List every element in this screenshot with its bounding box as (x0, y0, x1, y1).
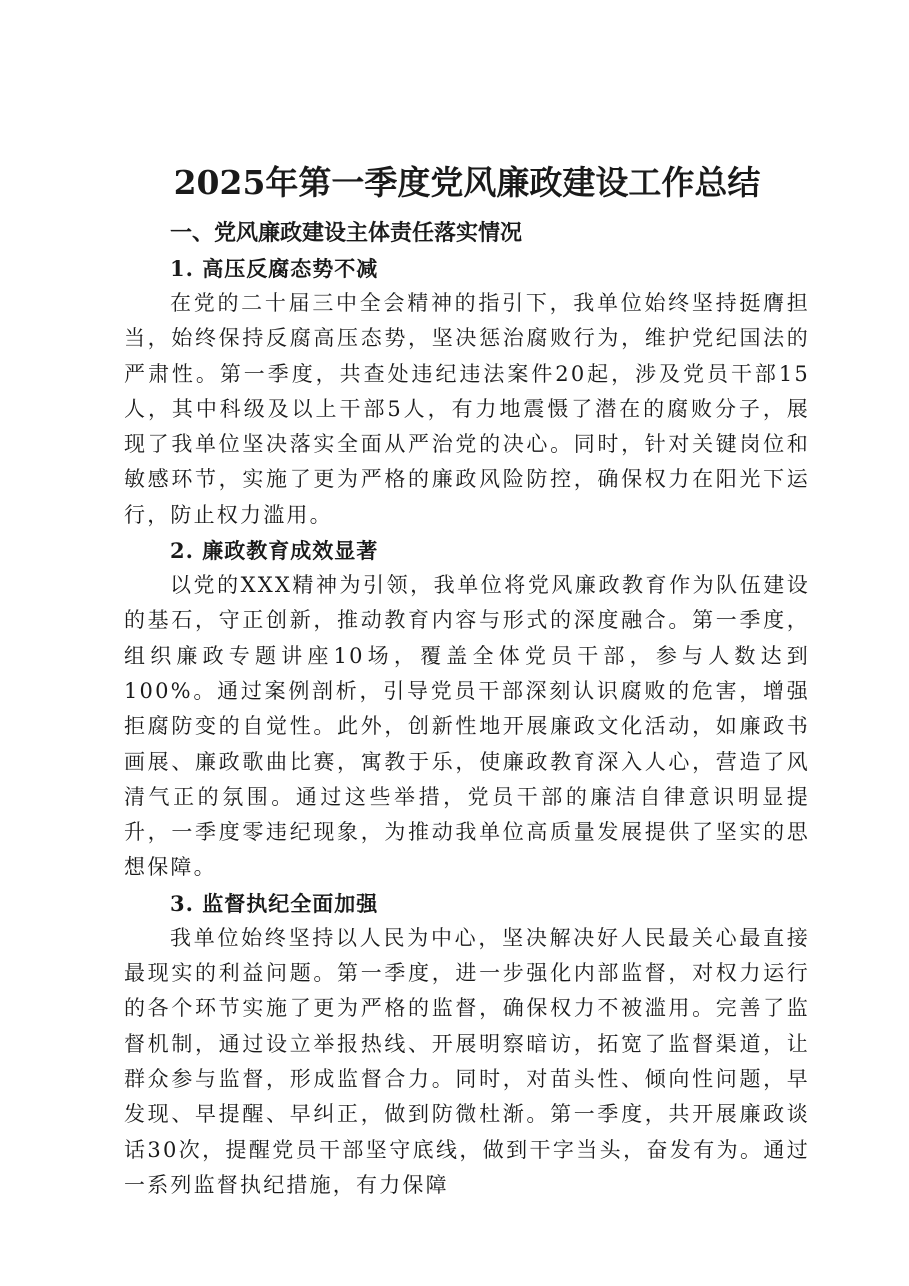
subsection-paragraph-2: 以党的XXX精神为引领，我单位将党风廉政教育作为队伍建设的基石，守正创新，推动教育内容与形式的深度融合。第一季度，组织廉政专题讲座10场，覆盖全体党员干部，参与人数达到100%。通过案例剖析，引导党员干部深刻认识腐败的危害，增强拒腐防变的自觉性。此外，创新性地开展廉政文化活动，如廉政书画展、廉政歌曲比赛，寓教于乐，使廉政教育深入人心，营造了风清气正的氛围。通过这些举措，党员干部的廉洁自律意识明显提升，一季度零违纪现象，为推动我单位高质量发展提供了坚实的思想保障。 (124, 573, 810, 880)
document-title: 2025年第一季度党风廉政建设工作总结 (173, 163, 761, 202)
subsection-paragraph-3: 我单位始终坚持以人民为中心，坚决解决好人民最关心最直接最现实的利益问题。第一季度，进一步强化内部监督，对权力运行的各个环节实施了更为严格的监督，确保权力不被滥用。完善了监督机制，通过设立举报热线、开展明察暗访，拓宽了监督渠道，让群众参与监督，形成监督合力。同时，对苗头性、倾向性问题，早发现、早提醒、早纠正，做到防微杜渐。第一季度，共开展廉政谈话30次，提醒党员干部坚守底线，做到干字当头，奋发有为。通过一系列监督执纪措施，有力保障 (124, 925, 810, 1197)
subsection-heading-3: 3. 监督执纪全面加强 (170, 890, 379, 916)
section-heading-1: 一、党风廉政建设主体责任落实情况 (170, 221, 523, 246)
document-page (124, 150, 810, 1203)
subsection-heading-1: 1. 高压反腐态势不减 (170, 256, 379, 281)
subsection-heading-2: 2. 廉政教育成效显著 (170, 538, 379, 564)
subsection-paragraph-1: 在党的二十届三中全会精神的指引下，我单位始终坚持挺膺担当，始终保持反腐高压态势，坚决惩治腐败行为，维护党纪国法的严肃性。第一季度，共查处违纪违法案件20起，涉及党员干部15人，其中科级及以上干部5人，有力地震慑了潜在的腐败分子，展现了我单位坚决落实全面从严治党的决心。同时，针对关键岗位和敏感环节，实施了更为严格的廉政风险防控，确保权力在阳光下运行，防止权力滥用。 (124, 291, 810, 527)
